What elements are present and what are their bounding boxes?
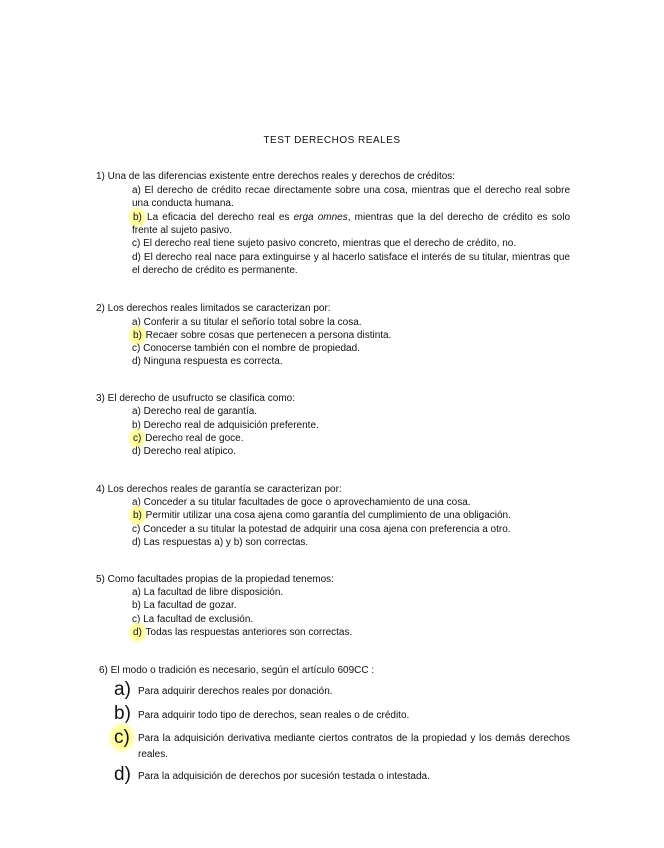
q5-option-a: a) La facultad de libre disposición. [132,587,284,598]
answer-highlight: b) [133,330,142,341]
answer-highlight: d) [133,627,142,638]
q6-option-a: Para adquirir derechos reales por donación. [138,686,333,697]
q6-option-b-letter: b) [114,703,131,724]
q2-option-c: c) Conocerse también con el nombre de propiedad. [132,343,360,354]
q1-option-c: c) El derecho real tiene sujeto pasivo concreto, mientras que el derecho de crédito, no. [132,238,517,249]
q1-option-d: d) El derecho real nace para extinguirse y al hacerlo satisface el interés de su titular, mientras que el derecho de crédito es permanente. [132,252,570,276]
q5-option-c: c) La facultad de exclusión. [132,614,254,625]
q1-option-b: b) La eficacia del derecho real es erga omnes, mientras que la del derecho de crédito es solo frente al sujeto pasivo. [132,212,571,236]
question-2: 2) Los derechos reales limitados se caracterizan por: [96,303,331,314]
page-title: TEST DERECHOS REALES [263,135,401,146]
q6-option-c: Para la adquisición derivativa mediante ciertos contratos de la propiedad y los demás derechos reales. [138,733,570,760]
answer-highlight: c) [133,433,142,444]
q6-option-b: Para adquirir todo tipo de derechos, sean reales o de crédito. [138,710,410,721]
q3-option-d: d) Derecho real atípico. [132,446,236,457]
q4-option-b: b) Permitir utilizar una cosa ajena como garantía del cumplimiento de una obligación. [133,510,511,521]
q5-option-d: d) Todas las respuestas anteriores son correctas. [133,627,353,638]
q5-option-b: b) La facultad de gozar. [132,600,237,611]
q6-option-c-letter: c) [114,727,130,748]
q6-option-d-letter: d) [114,764,131,785]
q4-option-a: a) Conceder a su titular facultades de goce o aprovechamiento de una cosa. [132,497,471,508]
q4-option-c: c) Conceder a su titular la potestad de adquirir una cosa ajena con preferencia a otro. [132,524,511,535]
q2-option-a: a) Conferir a su titular el señorío total sobre la cosa. [132,317,362,328]
question-3: 3) El derecho de usufructo se clasifica como: [96,393,295,404]
q3-option-b: b) Derecho real de adquisición preferente. [132,420,319,431]
question-5: 5) Como facultades propias de la propiedad tenemos: [96,574,334,585]
answer-highlight: b) [133,510,142,521]
question-1: 1) Una de las diferencias existente entre derechos reales y derechos de créditos: [96,171,456,182]
q3-option-a: a) Derecho real de garantía. [132,406,258,417]
q4-option-d: d) Las respuestas a) y b) son correctas. [132,537,309,548]
q3-option-c: c) Derecho real de goce. [133,433,244,444]
q6-option-d: Para la adquisición de derechos por sucesión testada o intestada. [138,771,430,782]
answer-highlight: b) [133,212,142,223]
q2-option-b: b) Recaer sobre cosas que pertenecen a persona distinta. [133,330,392,341]
q6-option-a-letter: a) [114,679,131,700]
q1-option-a: a) El derecho de crédito recae directamente sobre una cosa, mientras que el derecho real sobre una conducta humana. [132,185,570,209]
question-6: 6) El modo o tradición es necesario, según el artículo 609CC : [99,665,375,676]
q2-option-d: d) Ninguna respuesta es correcta. [132,356,283,367]
question-4: 4) Los derechos reales de garantía se caracterizan por: [96,484,342,495]
